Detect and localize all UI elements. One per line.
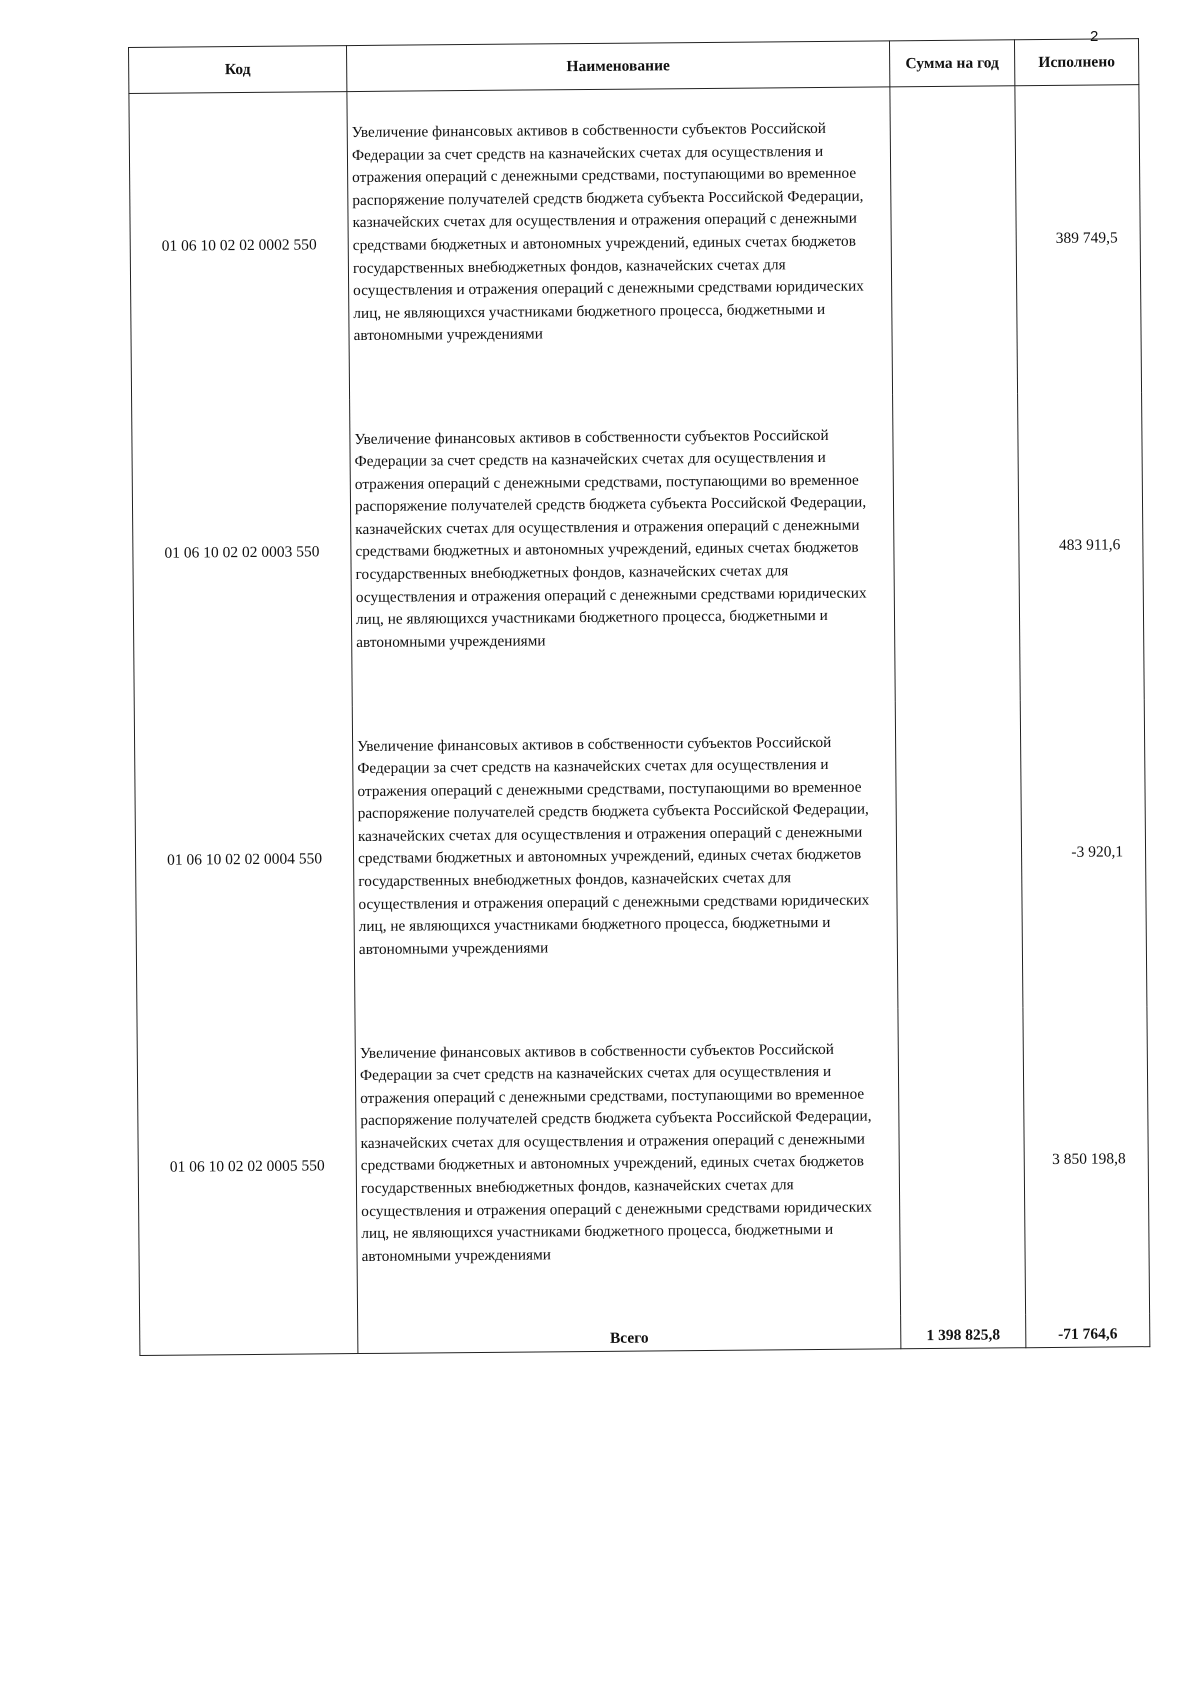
row-name: Увеличение финансовых активов в собственности субъектов Российской Федерации за счет средств на казначейских счетах для осуществления и отражения операций с денежными средствами, поступающими во временное распоряжение получателей средств бюджета субъекта Российской Федерации, казначейских счетах для осуществления и отражения операций с денежными средствами бюджетных и автономных учреждений, единых счетах бюджетов государственных внебюджетных фондов, казначейских счетах для осуществления и отражения операций с денежными средствами юридических лиц, не являющихся участниками бюджетного процесса, бюджетными и автономными учреждениями: [352, 701, 898, 1013]
row-code: 01 06 10 02 02 0002 550: [129, 92, 350, 401]
row-done: 389 749,5: [1015, 85, 1142, 393]
table-row: [134, 699, 1147, 1015]
total-code-empty: [140, 1320, 358, 1356]
table-row: [137, 1006, 1150, 1322]
row-plan: [898, 1007, 1026, 1315]
row-plan: [895, 700, 1023, 1008]
row-code: 01 06 10 02 02 0005 550: [137, 1013, 358, 1322]
row-name: Увеличение финансовых активов в собственности субъектов Российской Федерации за счет средств на казначейских счетах для осуществления и отражения операций с денежными средствами, поступающими во временное распоряжение получателей средств бюджета субъекта Российской Федерации, казначейских счетах для осуществления и отражения операций с денежными средствами бюджетных и автономных учреждений, единых счетах бюджетов государственных внебюджетных фондов, казначейских счетах для осуществления и отражения операций с денежными средствами юридических лиц, не являющихся участниками бюджетного процесса, бюджетными и автономными учреждениями: [355, 1008, 901, 1320]
budget-table: [128, 38, 1150, 1356]
total-plan: 1 398 825,8: [901, 1314, 1026, 1349]
header-plan: Сумма на год: [889, 40, 1014, 87]
row-done: -3 920,1: [1020, 699, 1147, 1007]
total-label: Всего: [358, 1315, 901, 1354]
header-done: Исполнено: [1014, 39, 1138, 86]
page-number: 2: [1090, 28, 1099, 45]
header-name: Наименование: [346, 41, 889, 92]
row-code: 01 06 10 02 02 0003 550: [132, 399, 353, 708]
row-name: Увеличение финансовых активов в собственности субъектов Российской Федерации за счет средств на казначейских счетах для осуществления и отражения операций с денежными средствами, поступающими во временное распоряжение получателей средств бюджета субъекта Российской Федерации, казначейских счетах для осуществления и отражения операций с денежными средствами бюджетных и автономных учреждений, единых счетах бюджетов государственных внебюджетных фондов, казначейских счетах для осуществления и отражения операций с денежными средствами юридических лиц, не являющихся участниками бюджетного процесса, бюджетными и автономными учреждениями: [347, 87, 893, 399]
row-name: Увеличение финансовых активов в собственности субъектов Российской Федерации за счет средств на казначейских счетах для осуществления и отражения операций с денежными средствами, поступающими во временное распоряжение получателей средств бюджета субъекта Российской Федерации, казначейских счетах для осуществления и отражения операций с денежными средствами бюджетных и автономных учреждений, единых счетах бюджетов государственных внебюджетных фондов, казначейских счетах для осуществления и отражения операций с денежными средствами юридических лиц, не являющихся участниками бюджетного процесса, бюджетными и автономными учреждениями: [350, 394, 896, 706]
row-plan: [893, 393, 1021, 701]
row-done: 3 850 198,8: [1023, 1006, 1150, 1314]
row-plan: [890, 86, 1018, 394]
table-row: [129, 85, 1142, 401]
row-done: 483 911,6: [1018, 392, 1145, 700]
table-row: [132, 392, 1145, 708]
total-done: -71 764,6: [1026, 1313, 1150, 1348]
header-code: Код: [129, 46, 347, 94]
row-code: 01 06 10 02 02 0004 550: [134, 706, 355, 1015]
